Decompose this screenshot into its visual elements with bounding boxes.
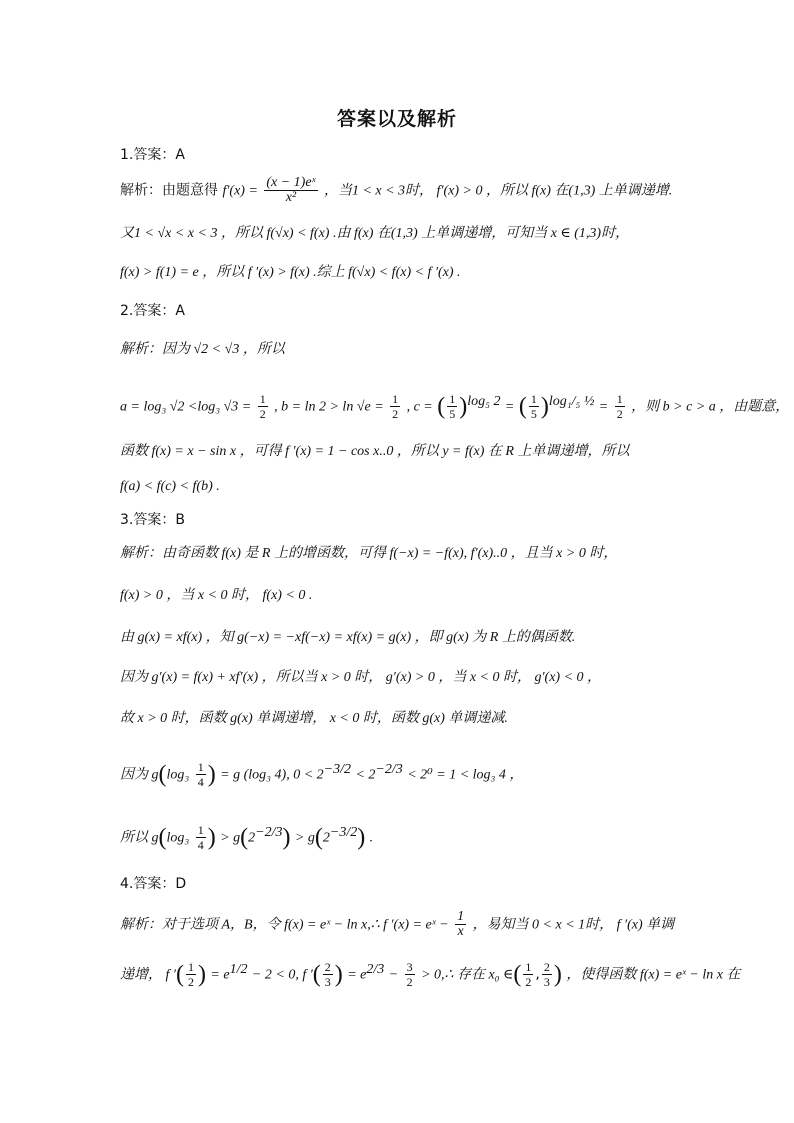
frac-den: 3 (324, 975, 331, 990)
frac-den: 5 (530, 407, 537, 422)
analysis-3-line-2 (120, 585, 685, 606)
frac-num: (x − 1)eˣ (266, 175, 316, 190)
analysis-3-line-1 (120, 543, 685, 564)
frac-den: 2 (616, 407, 623, 422)
frac-num: 1 (197, 760, 204, 775)
analysis-2-line-3 (120, 441, 685, 462)
math: < 2⁰ = 1 < log₃ 4 ， (407, 767, 524, 783)
math: f′(x) = (222, 183, 258, 199)
fraction (615, 392, 625, 421)
math: , c = (406, 399, 433, 415)
math: 递增， f ′ (120, 967, 176, 983)
math: f(x) > f(1) = e ，所以 f ′(x) > f(x) .综上 f(√x) < f(x) < f ′(x) . (120, 265, 461, 280)
math: log₃ (166, 767, 190, 783)
analysis-3-line-3 (120, 627, 685, 648)
analysis-2-line-2 (120, 392, 790, 422)
paren: ) (207, 761, 216, 788)
analysis-4-line-2: 递增， f ′( $\frac{1}{2}$ ) = $e^{1/2} - 2 < 0$, f ′( $\frac{2}{3}$ ) = $e^{2/3}$ − $\frac{3}{2}$ > 0,∴ 存在 x₀ ∈( $\frac{1}{2}$ , $\frac{2}{3}$ ) ，使得函数 f(x) = eˣ − ln x 在 (120, 960, 741, 990)
frac-num: 1 (187, 960, 194, 975)
math: ，则 b > c > a ，由题意， (631, 399, 790, 415)
frac-den: 2 (259, 407, 266, 422)
math: . (369, 830, 374, 846)
paren: ( (175, 961, 184, 988)
math: , b = ln 2 > ln √e = (274, 399, 384, 415)
paren: ( (518, 393, 527, 420)
paren: ( (314, 824, 323, 851)
math: 解析：因为 √2 < √3 ，所以 (120, 342, 285, 357)
exponent: 1/2 (229, 962, 248, 977)
fraction (523, 960, 533, 989)
frac-num: 1 (457, 909, 465, 924)
paren: ) (357, 824, 366, 851)
frac-num: 1 (449, 392, 456, 407)
analysis-3-line-4 (120, 667, 685, 688)
fraction (390, 392, 400, 421)
math: 解析：对于选项 A，B，令 f(x) = eˣ − ln x,∴ f ′(x) = eˣ − (120, 917, 449, 933)
math: f(x) > 0 ，当 x < 0 时， f(x) < 0 . (120, 588, 313, 603)
fraction (258, 392, 268, 421)
frac-den: 3 (543, 975, 550, 990)
fraction (323, 960, 333, 989)
math: = (598, 399, 609, 415)
math: 所以 g (120, 830, 159, 846)
frac-den: 4 (197, 838, 204, 853)
fraction (529, 392, 539, 421)
paren: ) (459, 393, 468, 420)
analysis-3-line-7 (120, 823, 685, 852)
math: = (504, 399, 515, 415)
frac-num: 1 (259, 392, 266, 407)
exponent: log₅ 2 (467, 394, 501, 409)
frac-den: 2 (187, 975, 194, 990)
frac-den: x² (285, 190, 297, 205)
answer-1-label: 1.答案：A (120, 147, 185, 163)
paren: ( (437, 393, 446, 420)
math: − 2 < 0, f ′ (251, 967, 313, 983)
analysis-3-line-5 (120, 708, 685, 729)
math: ，易知当 0 < x < 1时， f ′(x) 单调 (472, 917, 675, 933)
frac-num: 1 (392, 392, 399, 407)
frac-den: 5 (449, 407, 456, 422)
frac-den: 2 (525, 975, 532, 990)
analysis-1-line-3 (120, 262, 685, 283)
exponent: −2/3 (255, 825, 283, 840)
exponent: −2/3 (375, 762, 403, 777)
analysis-2-line-1 (120, 339, 685, 360)
frac-den: 2 (392, 407, 399, 422)
math: 2 (248, 830, 256, 846)
exponent: 2/3 (366, 962, 385, 977)
fraction (264, 176, 317, 205)
math: ，当1 < x < 3时， f′(x) > 0 ，所以 f(x) 在(1,3) 上单调递增. (323, 183, 673, 199)
math: 因为 g′(x) = f(x) + xf′(x) ，所以当 x > 0 时， g′(x) > 0 ，当 x < 0 时， g′(x) < 0 ， (120, 670, 602, 685)
frac-num: 1 (616, 392, 623, 407)
analysis-4-line-1 (120, 910, 685, 939)
math: 函数 f(x) = x − sin x ，可得 f ′(x) = 1 − cos x..0 ，所以 y = f(x) 在 R 上单调递增，所以 (120, 444, 630, 459)
answer-2-label: 2.答案：A (120, 303, 185, 319)
math: a = log₃ √2 <log₃ √3 = (120, 399, 252, 415)
math: 又1 < √x < x < 3 ，所以 f(√x) < f(x) .由 f(x) 在(1,3) 上单调递增，可知当 x ∈ (1,3)时， (120, 226, 630, 241)
exponent: −3/2 (329, 825, 358, 840)
math: 2 (322, 830, 330, 846)
paren: ) (197, 961, 206, 988)
frac-num: 1 (530, 392, 537, 407)
math: 解析：由奇函数 f(x) 是 R 上的增函数，可得 f(−x) = −f(x), f′(x)..0 ，且当 x > 0 时， (120, 546, 618, 561)
math: − (388, 967, 399, 983)
fraction (455, 910, 466, 939)
fraction (196, 760, 206, 789)
math: = e (210, 967, 230, 983)
text: 解析：由题意得 (120, 182, 218, 199)
math: = e (347, 967, 367, 983)
math: log₃ (166, 830, 190, 846)
paren: ) (553, 961, 562, 988)
fraction (405, 960, 415, 989)
page-title: 答案以及解析 (336, 108, 457, 130)
paren: ( (513, 961, 522, 988)
paren: ) (282, 824, 291, 851)
fraction (542, 960, 552, 989)
analysis-2-line-4 (120, 476, 685, 497)
fraction (186, 960, 196, 989)
fraction (196, 823, 206, 852)
math: 因为 g (120, 767, 159, 783)
math: < 2 (355, 767, 376, 783)
frac-num: 2 (324, 960, 331, 975)
math: ，使得函数 f(x) = eˣ − ln x 在 (566, 967, 741, 983)
paren: ) (540, 393, 549, 420)
fraction (447, 392, 457, 421)
math: 由 g(x) = xf(x) ，知 g(−x) = −xf(−x) = xf(x) = g(x) ，即 g(x) 为 R 上的偶函数. (120, 630, 576, 645)
frac-den: 4 (197, 775, 204, 790)
answer-3-label: 3.答案：B (120, 512, 185, 528)
math: > 0,∴ 存在 x₀ ∈ (421, 967, 514, 983)
frac-num: 2 (543, 960, 550, 975)
paren: ( (158, 824, 167, 851)
paren: ) (334, 961, 343, 988)
math: 故 x > 0 时，函数 g(x) 单调递增， x < 0 时，函数 g(x) 单调递减. (120, 711, 508, 726)
analysis-1-line-1 (120, 176, 685, 205)
frac-num: 1 (197, 823, 204, 838)
paren: ( (312, 961, 321, 988)
exponent: log₁/₅ ½ (548, 394, 595, 409)
paren: ) (207, 824, 216, 851)
math: f(a) < f(c) < f(b) . (120, 479, 220, 494)
answer-4-label: 4.答案：D (120, 876, 187, 892)
math: = g (log₃ 4), 0 < 2 (220, 767, 324, 783)
paren: ( (158, 761, 167, 788)
frac-num: 1 (525, 960, 532, 975)
exponent: −3/2 (323, 762, 351, 777)
math: > g (220, 830, 241, 846)
math: > g (294, 830, 315, 846)
frac-den: 2 (406, 975, 413, 990)
analysis-1-line-2 (120, 223, 685, 244)
frac-num: 3 (406, 960, 413, 975)
analysis-3-line-6 (120, 760, 685, 789)
paren: ( (240, 824, 249, 851)
frac-den: x (457, 924, 464, 939)
